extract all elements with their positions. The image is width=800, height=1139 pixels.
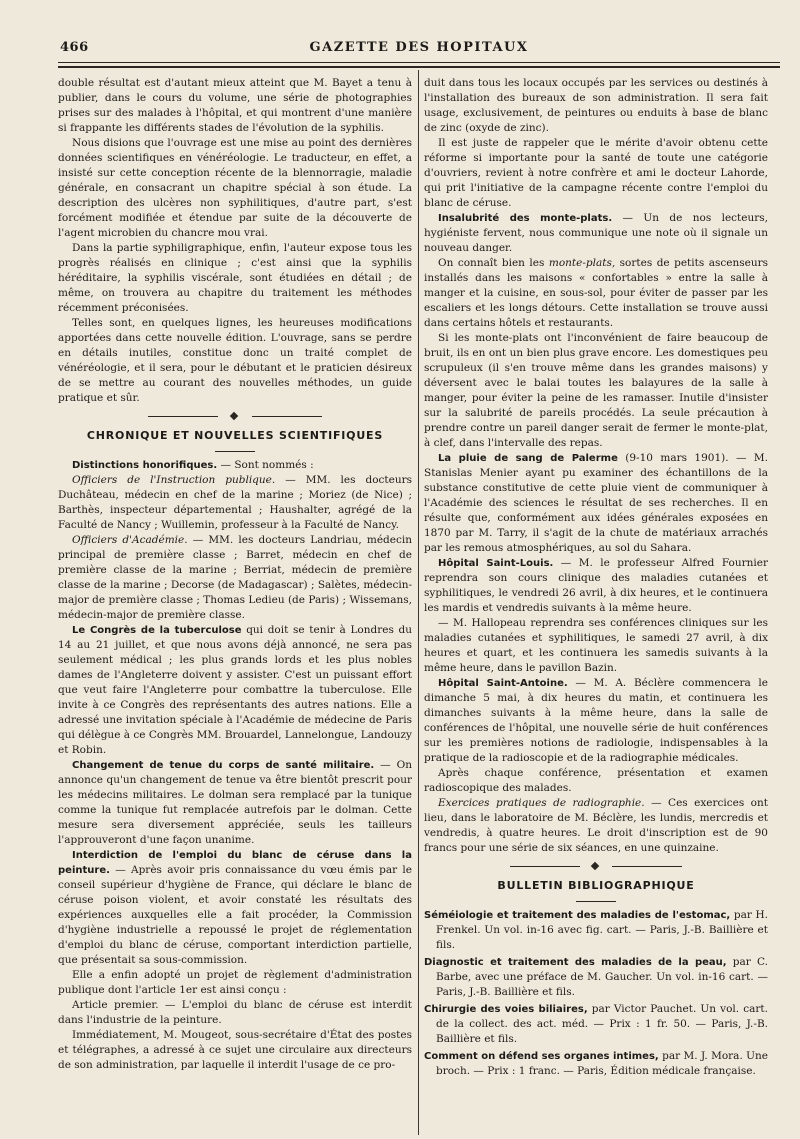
news-item-saint-louis: Hôpital Saint-Louis. — M. le professeur Alfred Fournier reprendra son cours clinique des maladies cutanées et syphilitiques, le vendredi 26 avril, à dix heures, et le continuera les mardis et vendredis suivants à la même heure. bbox=[424, 557, 769, 614]
page-number: 466 bbox=[60, 40, 89, 55]
column-divider bbox=[418, 70, 419, 1135]
news-item-tenue: Changement de tenue du corps de santé militaire. — On annonce qu'un changement de tenue va être bientôt prescrit pour les médecins militaires. Le dolman sera remplacé par la tunique comme la tunique fut remplacée autrefois par le dolman. Cette mesure sera diversement appréciée, seuls les tailleurs l'approuveront d'une façon unanime. bbox=[58, 759, 413, 846]
paragraph: Il est juste de rappeler que le mérite d'avoir obtenu cette réforme si importante pour la santé de toute une catégorie d'ouvriers, revient à notre confrère et ami le docteur Lahorde, qui prit l'initiative de la campagne récente contre l'emploi du blanc de céruse. bbox=[424, 137, 768, 209]
bibliography-entry: Chirurgie des voies biliaires, par Victor Pauchet. Un vol. cart. de la collect. des act. méd. — Prix : 1 fr. 50. — Paris, J.-B. Baillière et fils. bbox=[424, 1003, 768, 1045]
paragraph: Si les monte-plats ont l'inconvénient de faire beaucoup de bruit, ils en ont un bien plus grave encore. Les domestiques peu scrupuleux (il s'en trouve même dans les grandes maisons) y déversent avec le balai toutes les balayures de la salle à manger, pour éviter la peine de les ramasser. Inutile d'insister sur la salubrité de pareils procédés. La seule précaution à prendre contre un pareil danger serait de fermer le monte-plat, à clef, dans l'intervalle des repas. bbox=[424, 332, 768, 449]
paragraph: Elle a enfin adopté un projet de règlement d'administration publique dont l'article 1er est ainsi conçu : bbox=[58, 969, 412, 996]
bibliography-entry: Comment on défend ses organes intimes, par M. J. Mora. Une broch. — Prix : 1 franc. — Paris, Édition médicale française. bbox=[424, 1050, 768, 1077]
news-item-ceruse: Interdiction de l'emploi du blanc de céruse dans la peinture. — Après avoir pris connaissance du vœu émis par le conseil supérieur d'hygiène de France, qui déclare le blanc de céruse poison violent, et avoir constaté les résultats des expériences auxquelles elle a fait procéder, la Commission d'hygiène industrielle a repoussé le projet de réglementation d'emploi du blanc de céruse, comportant interdiction partielle, que présentait sa sous-commission. bbox=[58, 850, 412, 966]
section-ornament bbox=[424, 862, 768, 870]
header-rule-top bbox=[58, 62, 780, 63]
paragraph: On connaît bien les monte-plats, sortes de petits ascenseurs installés dans les maisons « confortables » entre la salle à manger et la cuisine, en sous-sol, pour éviter de passer par les escaliers et les longs détours. Cette installation se trouve aussi dans certains hôtels et restaurants. bbox=[424, 257, 768, 329]
news-item-officiers-ip: Officiers de l'Instruction publique. — MM. les docteurs Duchâteau, médecin en chef de la marine ; Moriez (de Nice) ; Barthès, inspecteur départemental ; Haushalter, agrégé de la Faculté de Nancy ; Wuillemin, professeur à la Faculté de Nancy. bbox=[58, 474, 412, 531]
paragraph: double résultat est d'autant mieux atteint que M. Bayet a tenu à publier, dans le cours du volume, une série de photographies prises sur des malades à l'hôpital, et qui montrent d'une manière si frappante les différents stades de l'évolution de la syphilis. bbox=[58, 77, 412, 134]
running-title: GAZETTE DES HOPITAUX bbox=[309, 40, 529, 55]
paragraph: Nous disions que l'ouvrage est une mise au point des dernières données scientifiques en vénéréologie. Le traducteur, en effet, a insisté sur cette conception récente de la blennorragie, maladie générale, en consacrant un chapitre spécial à son étude. La description des ulcères non syphilitiques, d'autre part, s'est forcément modifiée et étendue par suite de la découverte de l'agent microbien du chancre mou vrai. bbox=[58, 137, 412, 239]
paragraph: Article premier. — L'emploi du blanc de céruse est interdit dans l'industrie de la peinture. bbox=[58, 999, 412, 1026]
paragraph: duit dans tous les locaux occupés par les services ou destinés à l'installation des bureaux de son administration. Il sera fait usage, exclusivement, de peintures ou enduits à base de blanc de zinc (oxyde de zinc). bbox=[424, 77, 768, 134]
paragraph: Immédiatement, M. Mougeot, sous-secrétaire d'État des postes et télégraphes, a adressé à ce sujet une circulaire aux directeurs de son administration, par laquelle il interdit l'usage de ce pro- bbox=[58, 1029, 412, 1071]
news-item-congres: Le Congrès de la tuberculose qui doit se tenir à Londres du 14 au 21 juillet, et que nous avons déjà annoncé, ne sera pas seulement médical ; les plus grands lords et les plus nobles dames de l'Angleterre doivent y assister. C'est un puissant effort que veut faire l'Angleterre pour combattre la tuberculose. Elle invite à ce Congrès des représentants des autres nations. Elle a adressé une invitation spéciale à l'Académie de médecine de Paris qui délègue à ce Congrès MM. Brouardel, Lannelongue, Landouzy et Robin. bbox=[58, 624, 412, 756]
news-item-pluie: La pluie de sang de Palerme (9-10 mars 1901). — M. Stanislas Menier ayant pu examiner des échantillons de la substance constitutive de cette pluie vient de communiquer à l'Académie des sciences le résultat de ses recherches. Il en résulte que, conformément aux idées générales exposées en 1870 par M. Tarry, il s'agit de la chute de matériaux arrachés par les remous atmosphériques, au sol du Sahara. bbox=[424, 452, 769, 554]
news-item-officiers-academie: Officiers d'Académie. — MM. les docteurs Landriau, médecin principal de première classe ; Barret, médecin en chef de première classe de la marine ; Berriat, médecin de première classe de la marine ; Decorse (de Madagascar) ; Salètes, médecin-major de première classe ; Thomas Ledieu (de Paris) ; Wissemans, médecin-major de première classe. bbox=[58, 534, 413, 621]
paragraph: Exercices pratiques de radiographie. — Ces exercices ont lieu, dans le laboratoire de M. Béclère, les lundis, mercredis et vendredis, à quatre heures. Le droit d'inscription est de 90 francs pour une série de six séances, en une quinzaine. bbox=[424, 797, 768, 854]
section-rule bbox=[576, 901, 616, 902]
header-rule-bottom bbox=[58, 66, 780, 68]
page-header bbox=[58, 36, 780, 58]
bulletin-title: BULLETIN BIBLIOGRAPHIQUE bbox=[497, 879, 695, 892]
section-title: CHRONIQUE ET NOUVELLES SCIENTIFIQUES bbox=[86, 429, 384, 442]
bibliography-entry: Diagnostic et traitement des maladies de la peau, par C. Barbe, avec une préface de M. Gaucher. Un vol. in-16 cart. — Paris, J.-B. Baillière et fils. bbox=[424, 956, 768, 998]
paragraph: Telles sont, en quelques lignes, les heureuses modifications apportées dans cette nouvelle édition. L'ouvrage, sans se perdre en détails inutiles, constitue donc un traité complet de vénéréologie, et il sera, pour le débutant et le praticien désireux de se mettre au courant des nouvelles méthodes, un guide pratique et sûr. bbox=[58, 317, 412, 404]
section-rule bbox=[215, 451, 255, 452]
news-item-saint-antoine: Hôpital Saint-Antoine. — M. A. Béclère commencera le dimanche 5 mai, à dix heures du matin, et continuera les dimanches suivants à la même heure, dans la salle de conférences de l'hôpital, une nouvelle série de huit conférences sur les premières notions de radiologie, indispensables à la pratique de la radioscopie et de la radiographie médicales. bbox=[424, 677, 768, 764]
right-column bbox=[424, 76, 768, 1081]
left-column bbox=[58, 76, 412, 1073]
paragraph: Après chaque conférence, présentation et examen radioscopique des malades. bbox=[424, 767, 768, 794]
paragraph: Dans la partie syphiligraphique, enfin, l'auteur expose tous les progrès réalisés en clinique ; c'est ainsi que la syphilis héréditaire, la syphilis viscérale, sont étudiées en détail ; de même, on trouvera au chapitre du traitement les méthodes récemment préconisées. bbox=[58, 242, 412, 314]
news-item-insalubrite: Insalubrité des monte-plats. — Un de nos lecteurs, hygiéniste fervent, nous communique une note où il signale un nouveau danger. bbox=[424, 212, 768, 254]
bibliography-entry: Séméiologie et traitement des maladies de l'estomac, par H. Frenkel. Un vol. in-16 avec fig. cart. — Paris, J.-B. Baillière et fils. bbox=[424, 909, 769, 951]
section-ornament bbox=[58, 412, 412, 420]
paragraph: — M. Hallopeau reprendra ses conférences cliniques sur les maladies cutanées et syphilitiques, le samedi 27 avril, à dix heures et quart, et les continuera les samedis suivants à la même heure, dans le pavillon Bazin. bbox=[424, 617, 768, 674]
news-item-distinctions: Distinctions honorifiques. — Sont nommés : bbox=[72, 459, 314, 471]
